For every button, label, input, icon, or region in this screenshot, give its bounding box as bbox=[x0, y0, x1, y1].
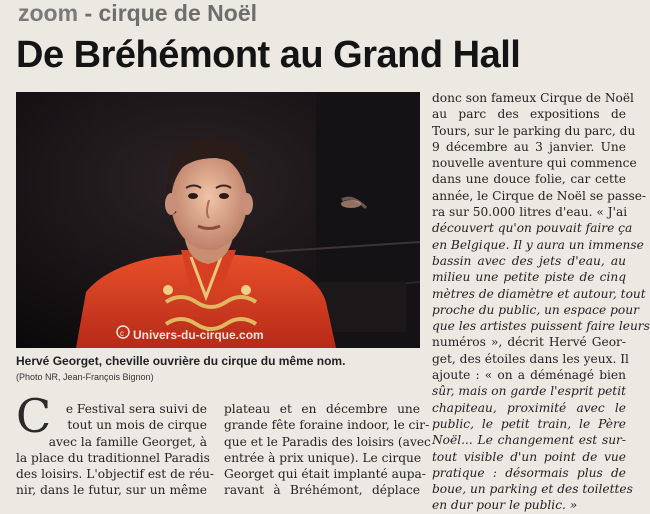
article-column-1 bbox=[16, 401, 214, 499]
text-line: des loisirs. L'objectif est de réu- bbox=[16, 467, 214, 482]
text-line: au parc des expositions de bbox=[432, 107, 626, 122]
text-line: en dur pour le public. » bbox=[432, 498, 578, 513]
text-line: plateau et en décembre une bbox=[224, 402, 420, 416]
text-line: ajoute : « on a déménagé bien bbox=[432, 368, 626, 383]
photo-watermark: Univers-du-cirque.com bbox=[133, 328, 264, 342]
text-line: numéros », décrit Hervé Geor- bbox=[432, 335, 626, 350]
text-line: entrée à prix unique). Le cirque bbox=[224, 450, 422, 465]
text-line: public, le petit train, le Père bbox=[432, 416, 626, 431]
drop-cap: C bbox=[16, 389, 52, 443]
text-line: Tours, sur le parking du parc, du bbox=[432, 123, 636, 138]
text-line: boue, un parking et des toilettes bbox=[432, 482, 633, 497]
section-topic: cirque de Noël bbox=[98, 0, 257, 26]
text-line: que et le Paradis des loisirs (avec bbox=[224, 434, 431, 449]
text-line: milieu une petite piste de cinq bbox=[432, 270, 626, 285]
text-line: en Belgique. Il y aura un immense bbox=[432, 237, 644, 252]
text-line: année, le Cirque de Noël se passe- bbox=[432, 188, 647, 203]
text-line: dans une douce folie, car cette bbox=[432, 172, 626, 187]
text-line: avec la famille Georget, à bbox=[48, 434, 207, 449]
text-line: ra sur 50.000 litres d'eau. « J'ai bbox=[432, 205, 628, 220]
text-line: chapiteau, proximité avec le bbox=[432, 400, 626, 415]
text-line: que les artistes puissent faire leurs bbox=[432, 319, 650, 334]
svg-text:c: c bbox=[120, 329, 124, 338]
text-line: 9 décembre au 3 janvier. Une bbox=[432, 139, 626, 154]
text-line: ravant à Bréhémont, déplace bbox=[224, 483, 420, 498]
text-line: mètres de diamètre et autour, tout bbox=[432, 286, 646, 301]
text-line: tout visible d'un point de vue bbox=[432, 449, 626, 464]
article-headline: De Bréhémont au Grand Hall bbox=[16, 34, 521, 76]
text-line: sûr, mais on garde l'esprit petit bbox=[432, 384, 626, 399]
photo-caption: Hervé Georget, cheville ouvrière du cirque du même nom. bbox=[16, 354, 346, 368]
text-line: la place du traditionnel Paradis bbox=[16, 450, 210, 465]
text-line: Georget qui était implanté aupa- bbox=[224, 467, 426, 482]
text-line: découvert qu'on pouvait faire ça bbox=[432, 221, 633, 236]
section-kicker bbox=[18, 1, 257, 25]
text-line: nouvelle aventure qui commence bbox=[432, 156, 637, 171]
text-line: pratique : désormais plus de bbox=[432, 465, 626, 480]
photo-credit: (Photo NR, Jean-François Bignon) bbox=[16, 372, 154, 382]
text-line: bassin avec des jets d'eau, au bbox=[432, 253, 626, 268]
text-line: proche du public, un espace pour bbox=[432, 302, 639, 317]
text-line: tout un mois de cirque bbox=[67, 418, 207, 433]
text-line: nir, dans le futur, sur un même bbox=[16, 483, 207, 498]
article-column-2 bbox=[224, 401, 431, 499]
article-photo bbox=[16, 92, 420, 348]
text-line: grande fête foraine indoor, le cir- bbox=[224, 418, 430, 433]
article-column-3 bbox=[432, 90, 650, 514]
text-line: get, des étoiles dans les yeux. Il bbox=[432, 351, 629, 366]
text-line: e Festival sera suivi de bbox=[65, 402, 207, 416]
photo-illustration bbox=[16, 92, 420, 348]
kicker-separator: - bbox=[78, 0, 99, 26]
section-label: zoom bbox=[18, 0, 79, 26]
text-line: Noël... Le changement est sur- bbox=[432, 433, 626, 448]
text-line: donc son fameux Cirque de Noël bbox=[432, 91, 634, 105]
